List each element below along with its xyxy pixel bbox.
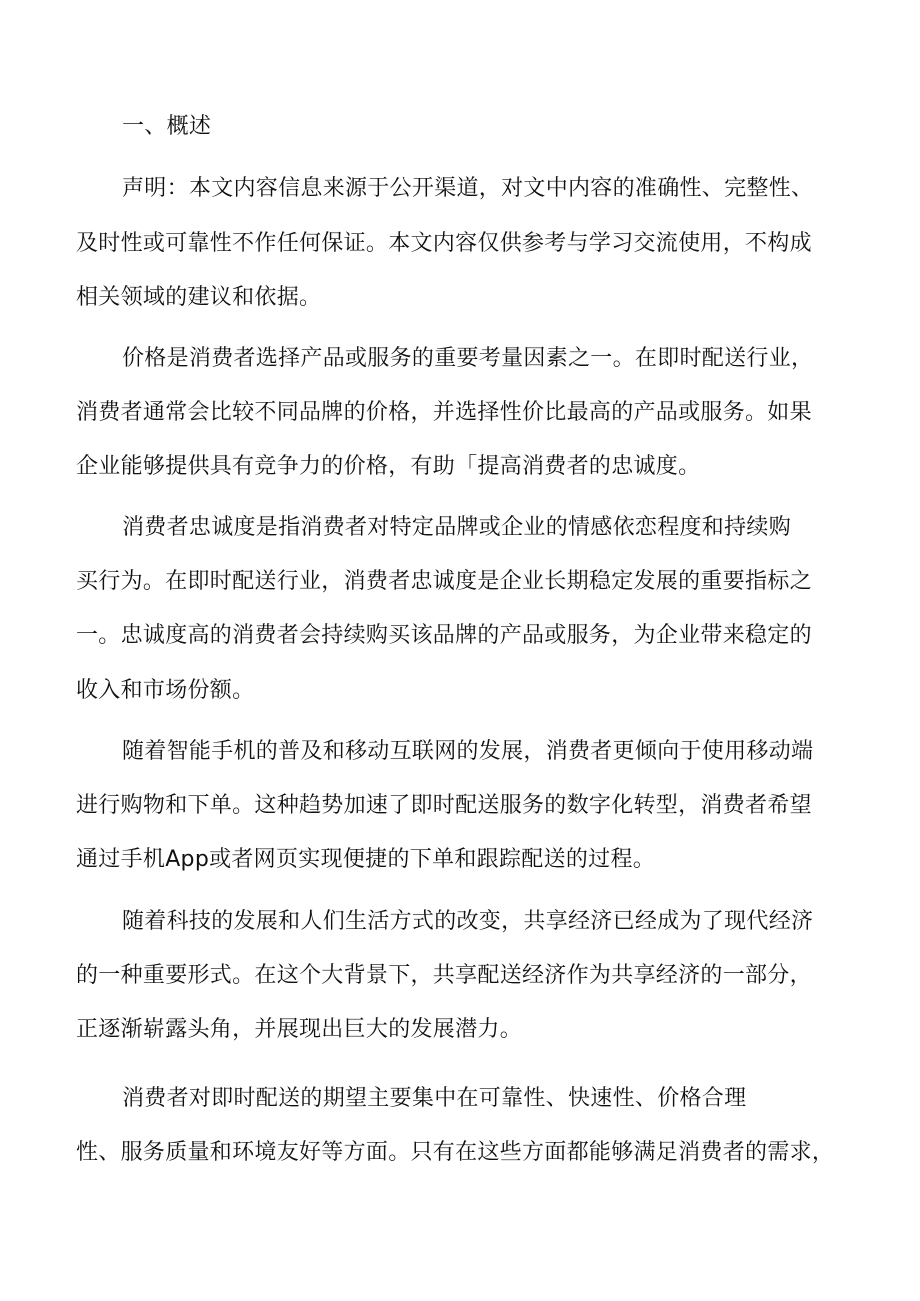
paragraph-5-line-3: 正逐渐崭露头角，并展现出巨大的发展潜力。	[76, 1017, 523, 1042]
paragraph-3-line-2: 买行为。在即时配送行业，消费者忠诚度是企业长期稳定发展的重要指标之	[76, 569, 812, 594]
paragraph-5-line-2: 的一种重要形式。在这个大背景下，共享配送经济作为共享经济的一部分，	[76, 963, 812, 988]
paragraph-6-line-1: 消费者对即时配送的期望主要集中在可靠性、快速性、价格合理	[122, 1086, 747, 1111]
paragraph-4-line-1: 随着智能手机的普及和移动互联网的发展，消费者更倾向于使用移动端	[122, 739, 814, 764]
paragraph-2-line-1: 价格是消费者选择产品或服务的重要考量因素之一。在即时配送行业，	[122, 346, 814, 371]
paragraph-1-line-2: 及时性或可靠性不作任何保证。本文内容仅供参考与学习交流使用，不构成	[76, 231, 812, 256]
section-heading: 一、概述	[122, 114, 212, 139]
paragraph-5-line-1: 随着科技的发展和人们生活方式的改变，共享经济已经成为了现代经济	[122, 909, 814, 934]
paragraph-6-line-2: 性、服务质量和环境友好等方面。只有在这些方面都能够满足消费者的需求，	[76, 1140, 835, 1165]
paragraph-3-line-1: 消费者忠诚度是指消费者对特定品牌或企业的情感依恋程度和持续购	[122, 515, 792, 540]
paragraph-2-line-2: 消费者通常会比较不同品牌的价格，并选择性价比最高的产品或服务。如果	[76, 400, 812, 425]
paragraph-3-line-3: 一。忠诚度高的消费者会持续购买该品牌的产品或服务，为企业带来稳定的	[76, 623, 812, 648]
paragraph-2-line-3: 企业能够提供具有竞争力的价格，有助「提高消费者的忠诚度。	[76, 454, 701, 479]
paragraph-1-line-3: 相关领域的建议和依据。	[76, 285, 322, 310]
paragraph-3-line-4: 收入和市场份额。	[76, 678, 255, 703]
paragraph-4-line-3: 通过手机App或者网页实现便捷的下单和跟踪配送的过程。	[76, 847, 656, 872]
paragraph-4-line-2: 进行购物和下单。这种趋势加速了即时配送服务的数字化转型，消费者希望	[76, 793, 812, 818]
paragraph-1-line-1: 声明：本文内容信息来源于公开渠道，对文中内容的准确性、完整性、	[122, 176, 814, 201]
